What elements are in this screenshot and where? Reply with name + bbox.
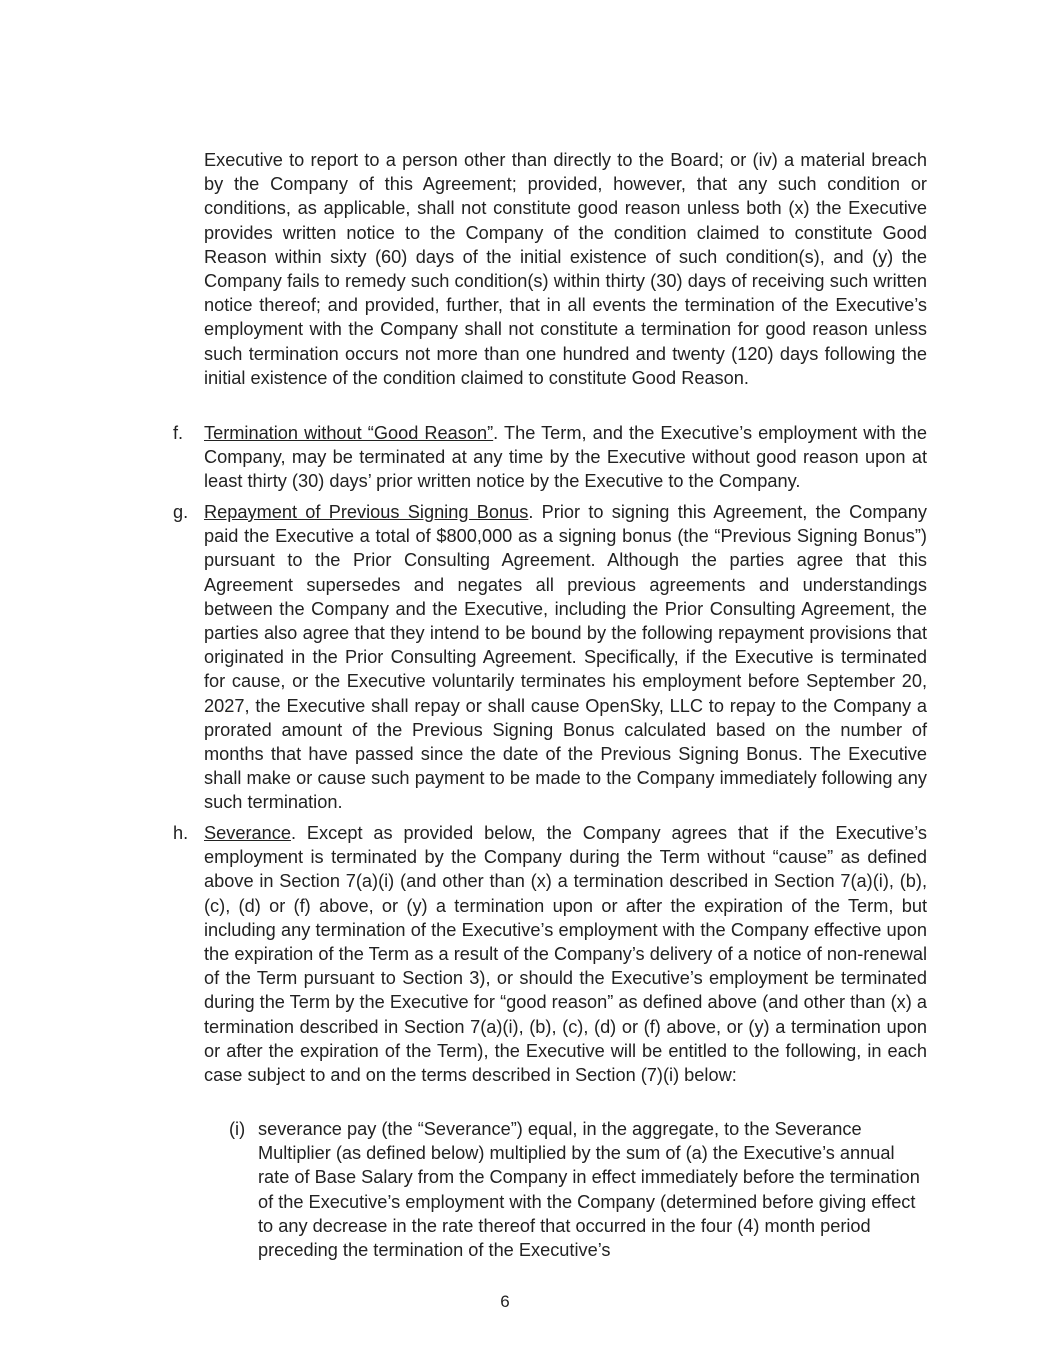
clause-h-text: . Except as provided below, the Company agrees that if the Executive’s employment is terminated by the Company during the Term without “cause” as defined above in Section 7(a)(i) (and other than (x) a termination described in Section 7(a)(i), (b), (c), (d) or (f) above, or (y) a termination upon or after the expiration of the Term, but including any termination of the Executive’s employment with the Company effective upon the expiration of the Term as a result of the Company’s delivery of a notice of non-renewal of the Term pursuant to Section 3), or should the Executive’s employment be terminated during the Term by the Executive for “good reason” as defined above (and other than (x) a termination described in Section 7(a)(i), (b), (c), (d) or (f) above, or (y) a termination upon or after the expiration of the Term), the Executive will be entitled to the following, in each case subject to and on the terms described in Section (7)(i) below: [204,823,927,1086]
clause-f-label: f. [173,423,184,443]
clause-h-body [204,821,927,1087]
continuation-paragraph: Executive to report to a person other than directly to the Board; or (iv) a material breach by the Company of this Agreement; provided, however, that any such condition or conditions, as applicable, shall not constitute good reason unless both (x) the Executive provides written notice to the Company of the condition claimed to constitute Good Reason within sixty (60) days of the initial existence of such condition(s), and (y) the Company fails to remedy such condition(s) within thirty (30) days of receiving such written notice thereof; and provided, further, that in all events the termination of the Executive’s employment with the Company shall not constitute a termination for good reason unless such termination occurs not more than one hundred and twenty (120) days following the initial existence of the condition claimed to constitute Good Reason. [204,150,927,388]
subclause-i-label: (i) [229,1119,246,1139]
clause-g-label: g. [173,502,189,522]
clause-g-text: . Prior to signing this Agreement, the Company paid the Executive a total of $800,000 as a signing bonus (the “Previous Signing Bonus”) pursuant to the Prior Consulting Agreement. Although the parties agree that this Agreement supersedes and negates all previous agreements and understandings between the Company and the Executive, including the Prior Consulting Agreement, the parties also agree that they intend to be bound by the following repayment provisions that originated in the Prior Consulting Agreement. Specifically, if the Executive is terminated for cause, or the Executive voluntarily terminates his employment before September 20, 2027, the Executive shall repay or shall cause OpenSky, LLC to repay to the Company a prorated amount of the Previous Signing Bonus calculated based on the number of months that have passed since the date of the Previous Signing Bonus. The Executive shall make or cause such payment to be made to the Company immediately following any such termination. [204,502,927,813]
subclause-i-body: severance pay (the “Severance”) equal, in the aggregate, to the Severance Multiplier (as defined below) multiplied by the sum of (a) the Executive’s annual rate of Base Salary from the Company in effect immediately before the termination of the Executive’s employment with the Company (determined before giving effect to any decrease in the rate thereof that occurred in the four (4) month period preceding the termination of the Executive’s [258,1119,920,1261]
clause-h-label: h. [173,823,189,843]
clause-g-body [204,500,927,815]
clause-f-heading: Termination without “Good Reason” [204,423,494,443]
clause-f-text: . The Term, and the Executive’s employment with the Company, may be terminated at any time by the Executive without good reason upon at least thirty (30) days’ prior written notice by the Executive to the Company. [204,423,927,492]
page-number: 6 [500,1292,510,1311]
clause-f-body [204,421,927,494]
clause-g-heading: Repayment of Previous Signing Bonus [204,502,529,522]
clause-h-heading: Severance [204,823,291,843]
